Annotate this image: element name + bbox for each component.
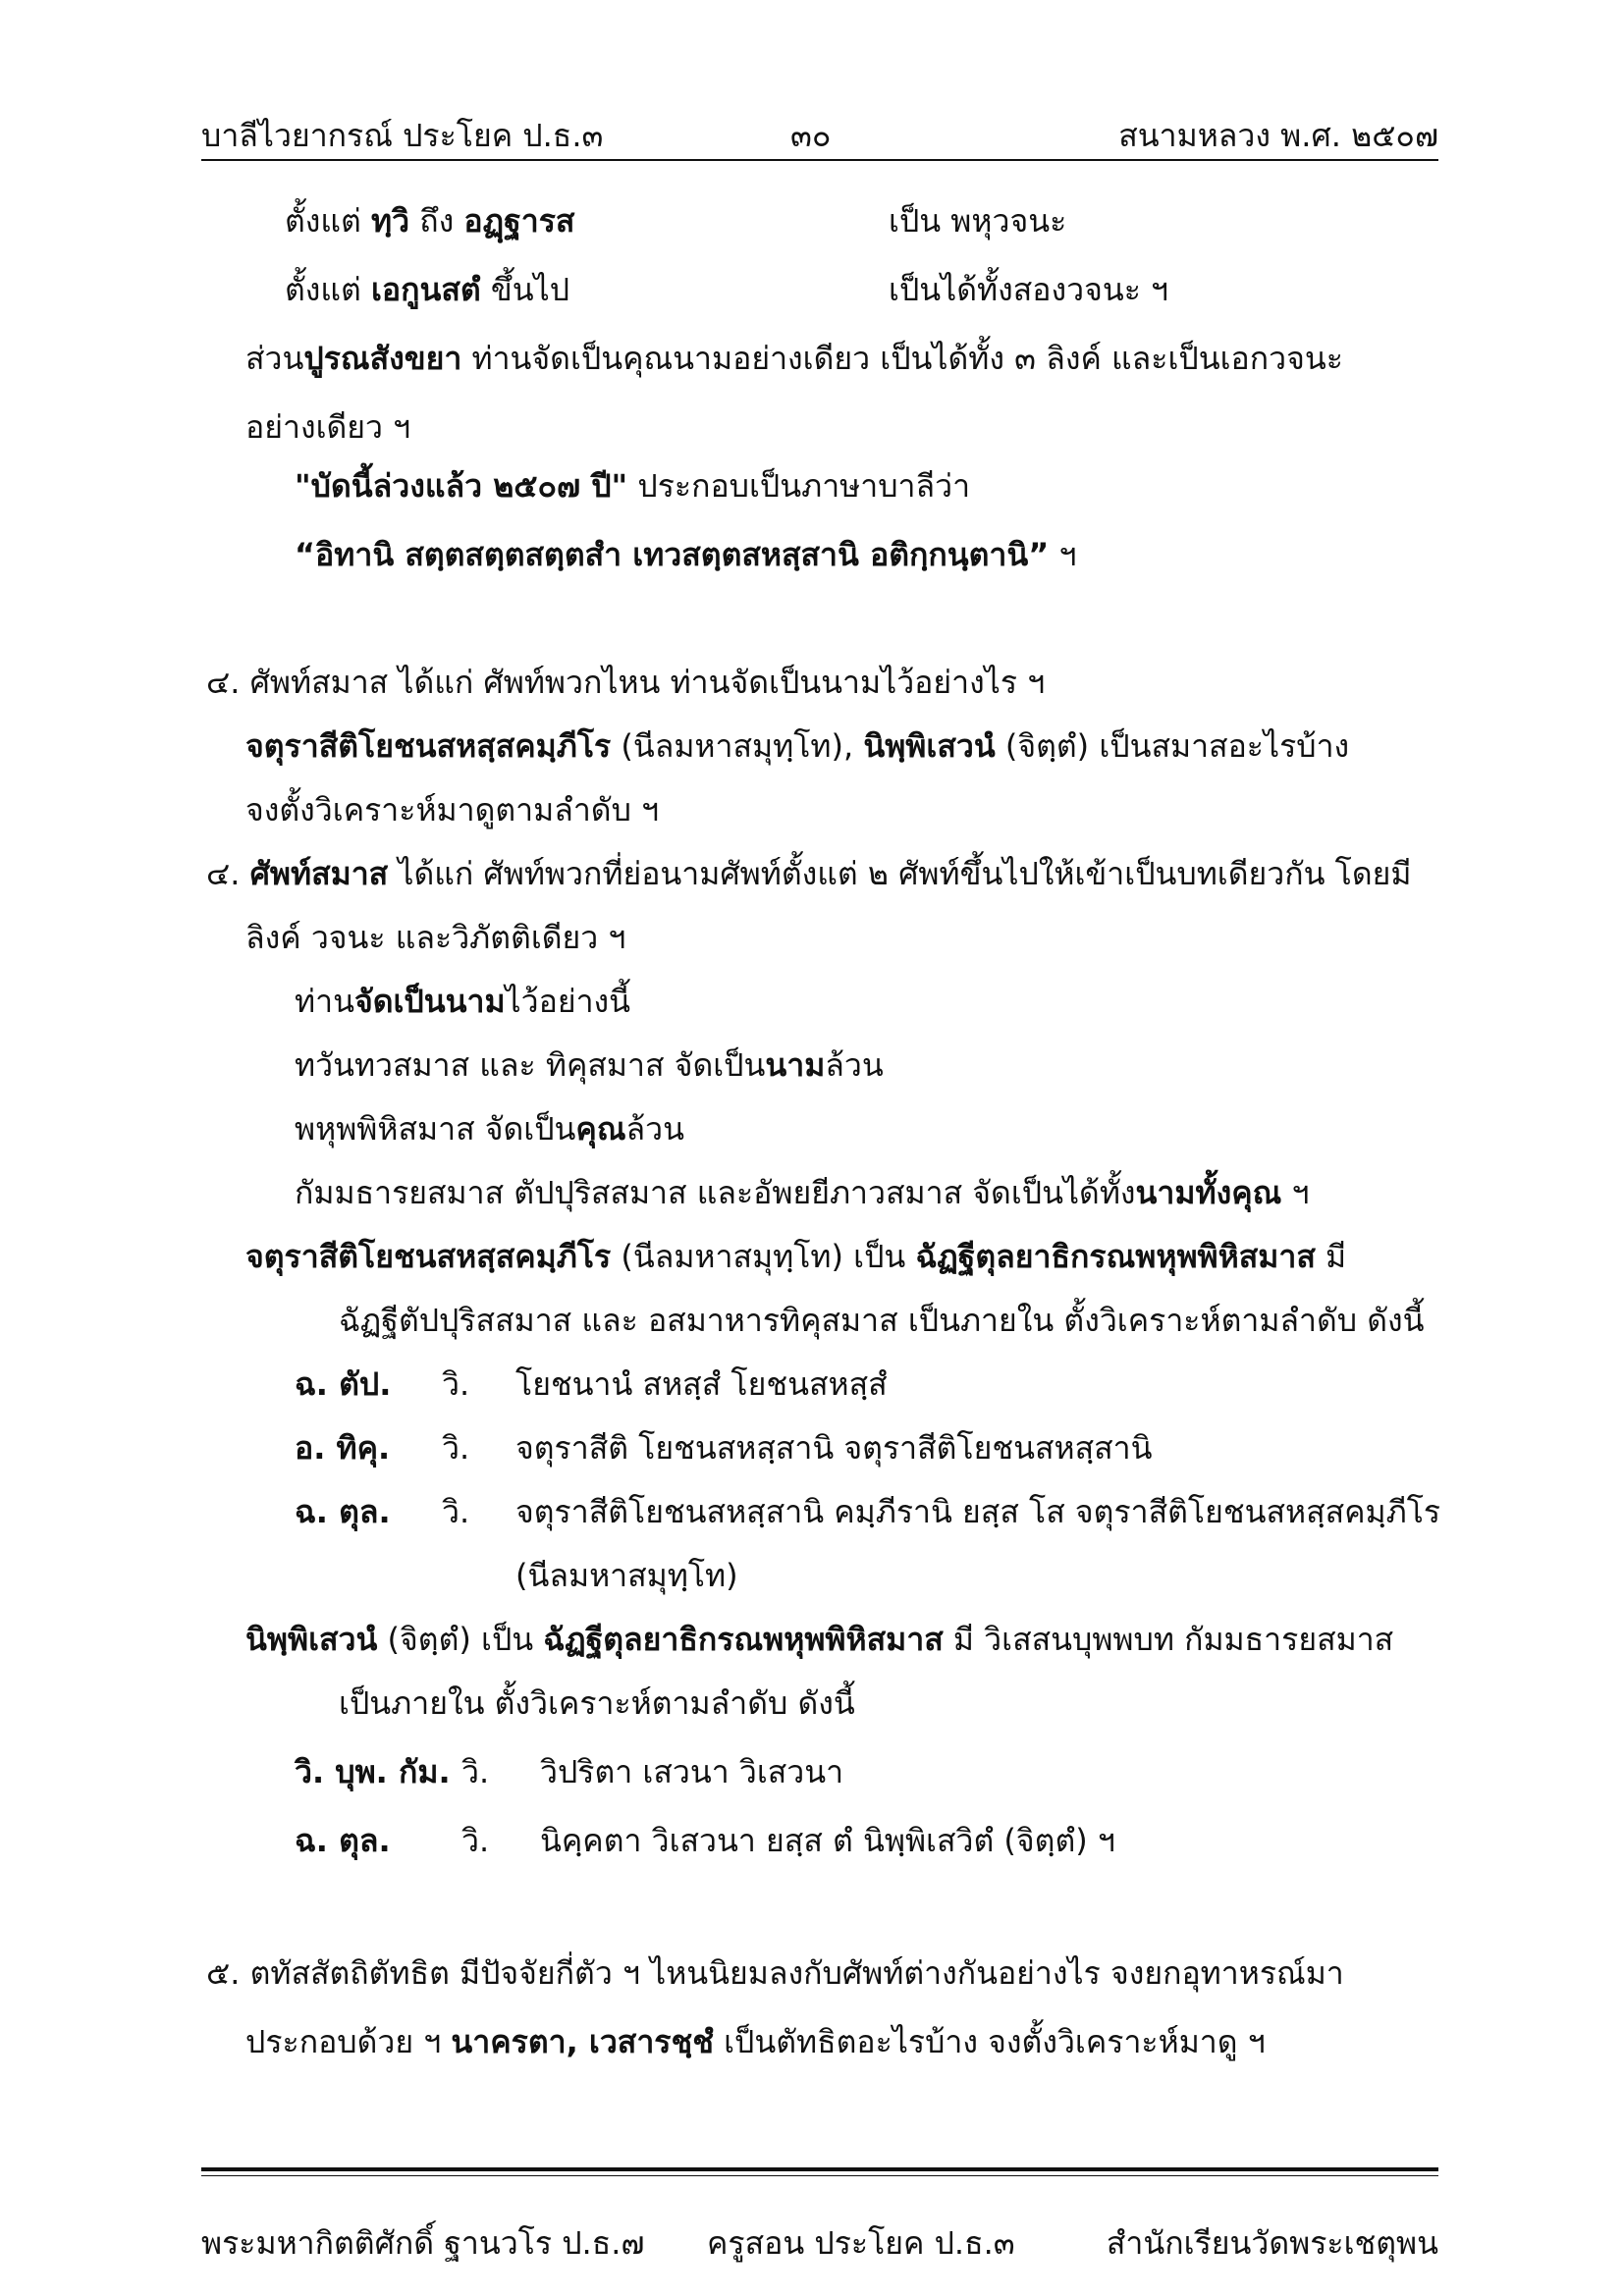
term: ศัพท์สมาส bbox=[249, 855, 389, 892]
footer-rule-thin bbox=[201, 2175, 1438, 2176]
text: ท่าน bbox=[295, 983, 354, 1020]
pali-term: ทฺวิ bbox=[370, 202, 410, 240]
question-4-terms bbox=[245, 726, 1349, 766]
samasa-abbrev: อ. ทิคุ. bbox=[295, 1429, 391, 1467]
line-range-ekuna bbox=[285, 270, 1267, 309]
pali-term: จตุราสีติโยชนสหสฺสคมฺภีโร bbox=[245, 727, 612, 765]
text: ลิงค์ วจนะ และวิภัตติเดียว ฯ bbox=[245, 919, 626, 956]
pali-term: นาครตา, เวสารชฺชํ bbox=[451, 2023, 714, 2060]
analysis-text: จตุราสีติโยชนสหสฺสานิ คมฺภีรานิ ยสฺส โส จตุราสีติโยชนสหสฺสคมฺภีโร bbox=[515, 1493, 1441, 1530]
footer-author: พระมหากิตติศักดิ์ ฐานวโร ป.ธ.๗ bbox=[201, 2224, 645, 2262]
question-5 bbox=[206, 1953, 1344, 1993]
text: พหุพพิหิสมาส จัดเป็น bbox=[295, 1110, 576, 1148]
analysis-2-head bbox=[245, 1620, 1393, 1659]
header-exam: สนามหลวง พ.ศ. ๒๕๐๗ bbox=[1118, 117, 1438, 154]
term: นาม bbox=[765, 1046, 826, 1084]
text: ล้วน bbox=[825, 1046, 884, 1084]
vi-marker: วิ. bbox=[442, 1493, 470, 1530]
analysis-2-cont bbox=[339, 1683, 855, 1723]
text: ประกอบเป็นภาษาบาลีว่า bbox=[627, 467, 971, 505]
analysis-text: โยชนานํ สหสฺสํ โยชนสหสฺสํ bbox=[515, 1365, 888, 1403]
text: ส่วน bbox=[245, 340, 304, 377]
samasa-abbrev: ฉ. ตัป. bbox=[295, 1365, 392, 1403]
footer-role: ครูสอน ประโยค ป.ธ.๓ bbox=[707, 2224, 1015, 2262]
analysis-row bbox=[295, 1428, 1434, 1468]
example-pali: “อิทานิ สตฺตสตฺตสตฺตสำ เทวสตฺตสหสฺสานิ อติกฺกนฺตานิ” bbox=[295, 536, 1050, 573]
samasa-abbrev: วิ. บุพ. กัม. bbox=[295, 1753, 451, 1790]
line-range-tvi bbox=[285, 201, 1267, 240]
text: ล้วน bbox=[625, 1110, 684, 1148]
pali-term: นิพฺพิเสวนํ bbox=[245, 1621, 378, 1658]
header-title: บาลีไวยากรณ์ ประโยค ป.ธ.๓ bbox=[201, 117, 604, 154]
footer-rule-thick bbox=[201, 2167, 1438, 2171]
pali-term: จตุราสีติโยชนสหสฺสคมฺภีโร bbox=[245, 1238, 612, 1275]
question-4 bbox=[206, 663, 1045, 702]
text: (จิตฺตํ) เป็นสมาสอะไรบ้าง bbox=[995, 727, 1350, 765]
analysis-row bbox=[295, 1752, 1434, 1791]
question-5-cont bbox=[245, 2022, 1266, 2061]
samasa-type: ฉัฏฐีตุลยาธิกรณพหุพพิหิสมาส bbox=[543, 1621, 944, 1658]
page-header bbox=[201, 116, 1438, 161]
text: มี วิเสสนบุพพบท กัมมธารยสมาส bbox=[943, 1621, 1394, 1658]
page-number: ๓๐ bbox=[790, 117, 832, 154]
vi-marker: วิ. bbox=[442, 1429, 470, 1467]
analysis-text: นิคฺคตา วิเสวนา ยสฺส ตํ นิพฺพิเสวิตํ (จิตฺตํ) ฯ bbox=[540, 1822, 1115, 1859]
line-purana-cont bbox=[245, 407, 410, 447]
analysis-row bbox=[295, 1364, 1434, 1404]
text: ๔. ศัพท์สมาส ได้แก่ ศัพท์พวกไหน ท่านจัดเป็นนามไว้อย่างไร ฯ bbox=[206, 664, 1046, 701]
answer-4-bahubbihi bbox=[295, 1109, 684, 1148]
samasa-abbrev: ฉ. ตุล. bbox=[295, 1822, 391, 1859]
term: จัดเป็นนาม bbox=[353, 983, 506, 1020]
term: นามทั้งคุณ bbox=[1135, 1174, 1282, 1211]
term: ปูรณสังขยา bbox=[303, 340, 462, 377]
text: ฯ bbox=[1049, 536, 1077, 573]
text: เป็นตัทธิตอะไรบ้าง จงตั้งวิเคราะห์มาดู ฯ bbox=[713, 2023, 1266, 2060]
text: ทวันทวสมาส และ ทิคุสมาส จัดเป็น bbox=[295, 1046, 766, 1084]
answer-4-kammadharaya bbox=[295, 1173, 1309, 1212]
analysis-text: จตุราสีติ โยชนสหสฺสานิ จตุราสีติโยชนสหสฺสานิ bbox=[515, 1429, 1153, 1467]
analysis-text: (นีลมหาสมุทฺโท) bbox=[515, 1557, 738, 1594]
analysis-1-cont bbox=[339, 1301, 1425, 1340]
text: มี bbox=[1315, 1238, 1347, 1275]
line-purana bbox=[245, 339, 1343, 378]
page-footer bbox=[201, 2223, 1438, 2263]
footer-institution: สำนักเรียนวัดพระเชตุพน bbox=[1106, 2224, 1438, 2262]
analysis-row bbox=[295, 1821, 1434, 1860]
line-example-pali bbox=[295, 535, 1076, 574]
text: จงตั้งวิเคราะห์มาดูตามลำดับ ฯ bbox=[245, 791, 660, 828]
text: เป็นภายใน ตั้งวิเคราะห์ตามลำดับ ดังนี้ bbox=[339, 1684, 855, 1722]
text: ๔. bbox=[206, 855, 250, 892]
samasa-type: ฉัฏฐีตุลยาธิกรณพหุพพิหิสมาส bbox=[915, 1238, 1316, 1275]
pali-term: นิพฺพิเสวนํ bbox=[863, 727, 996, 765]
text: ประกอบด้วย ฯ bbox=[245, 2023, 452, 2060]
answer-4-intro bbox=[295, 982, 630, 1021]
pali-term: เอกูนสตํ bbox=[370, 271, 481, 308]
text: ฉัฏฐีตัปปุริสสมาส และ อสมาหารทิคุสมาส เป็นภายใน ตั้งวิเคราะห์ตามลำดับ ดังนี้ bbox=[339, 1302, 1425, 1339]
text: อย่างเดียว ฯ bbox=[245, 408, 411, 446]
answer-4-cont bbox=[245, 918, 625, 957]
text: ตั้งแต่ bbox=[285, 202, 371, 240]
text: ท่านจัดเป็นคุณนามอย่างเดียว เป็นได้ทั้ง ๓ ลิงค์ และเป็นเอกวจนะ bbox=[461, 340, 1343, 377]
pali-term: อฏฺฐารส bbox=[463, 202, 575, 240]
answer-4 bbox=[206, 854, 1411, 893]
analysis-row-cont bbox=[515, 1556, 738, 1595]
text: (จิตฺตํ) เป็น bbox=[377, 1621, 544, 1658]
text: ตั้งแต่ bbox=[285, 271, 371, 308]
vi-marker: วิ. bbox=[461, 1753, 490, 1790]
vi-marker: วิ. bbox=[442, 1365, 470, 1403]
question-4-cont bbox=[245, 790, 659, 829]
text: ได้แก่ ศัพท์พวกที่ย่อนามศัพท์ตั้งแต่ ๒ ศัพท์ขึ้นไปให้เข้าเป็นบทเดียวกัน โดยมี bbox=[388, 855, 1412, 892]
text: ถึง bbox=[409, 202, 464, 240]
vi-marker: วิ. bbox=[461, 1822, 490, 1859]
line-example-thai bbox=[295, 466, 970, 506]
samasa-abbrev: ฉ. ตุล. bbox=[295, 1493, 391, 1530]
example-thai: "บัดนี้ล่วงแล้ว ๒๕๐๗ ปี" bbox=[295, 467, 628, 505]
text: (นีลมหาสมุทฺโท), bbox=[611, 727, 864, 765]
text: ไว้อย่างนี้ bbox=[505, 983, 631, 1020]
analysis-row bbox=[295, 1492, 1441, 1531]
analysis-text: วิปริตา เสวนา วิเสวนา bbox=[540, 1753, 844, 1790]
text: ขึ้นไป bbox=[480, 271, 570, 308]
text: (นีลมหาสมุทฺโท) เป็น bbox=[611, 1238, 916, 1275]
analysis-1-head bbox=[245, 1237, 1346, 1276]
text: กัมมธารยสมาส ตัปปุริสสมาส และอัพยยีภาวสมาส จัดเป็นได้ทั้ง bbox=[295, 1174, 1136, 1211]
answer-4-dvanda bbox=[295, 1045, 884, 1085]
term: คุณ bbox=[575, 1110, 626, 1148]
number-note: เป็นได้ทั้งสองวจนะ ฯ bbox=[889, 271, 1169, 308]
text: ๕. ตทัสสัตถิตัทธิต มีปัจจัยกี่ตัว ฯ ไหนนิยมลงกับศัพท์ต่างกันอย่างไร จงยกอุทาหรณ์มา bbox=[206, 1954, 1344, 1992]
number-note: เป็น พหุวจนะ bbox=[889, 202, 1067, 240]
text: ฯ bbox=[1281, 1174, 1310, 1211]
